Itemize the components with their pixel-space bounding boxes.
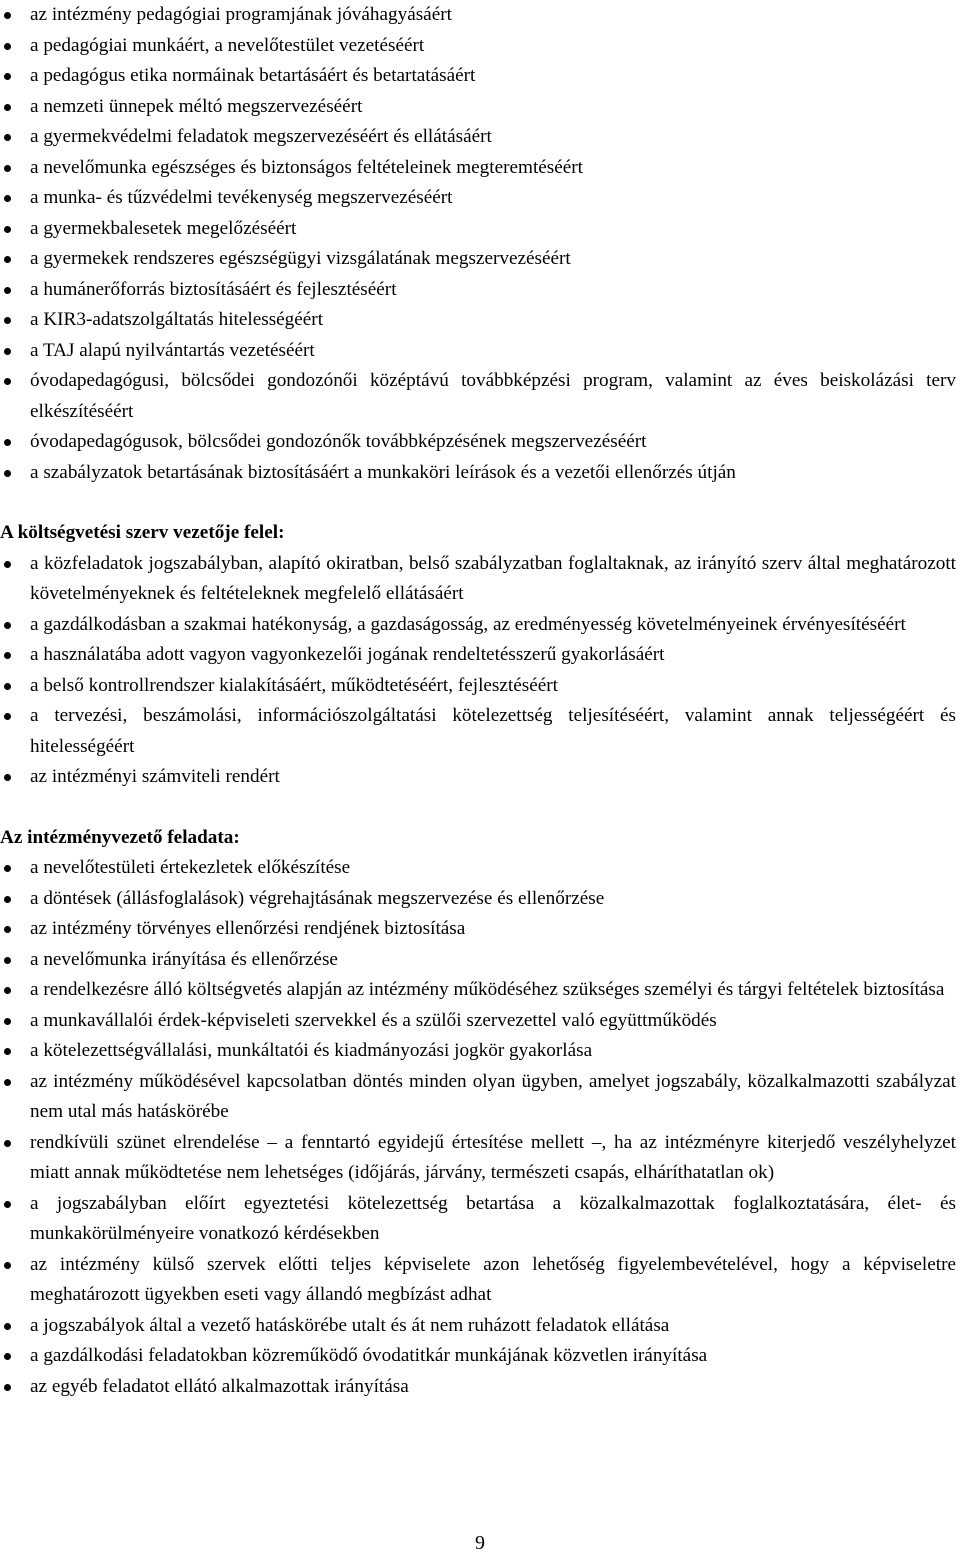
list-item: a szabályzatok betartásának biztosításáért a munkaköri leírások és a vezetői ellenőrzés útján [0,458,960,489]
list-item: a jogszabályok által a vezető hatáskörébe utalt és át nem ruházott feladatok ellátása [0,1311,960,1342]
list-item: a gyermekek rendszeres egészségügyi vizsgálatának megszervezéséért [0,244,960,275]
list-item: az intézmény törvényes ellenőrzési rendjének biztosítása [0,914,960,945]
list-item: óvodapedagógusi, bölcsődei gondozónői középtávú továbbképzési program, valamint az éves beiskolázási terv elkészítéséért [0,366,960,427]
list-item: a kötelezettségvállalási, munkáltatói és kiadmányozási jogkör gyakorlása [0,1036,960,1067]
section-heading-budget-head: A költségvetési szerv vezetője felel: [0,522,285,543]
list-item: a nevelőmunka irányítása és ellenőrzése [0,945,960,976]
list-item: a gyermekvédelmi feladatok megszervezéséért és ellátásáért [0,122,960,153]
list-item: a gazdálkodási feladatokban közreműködő óvodatitkár munkájának közvetlen irányítása [0,1341,960,1372]
list-item: a döntések (állásfoglalások) végrehajtásának megszervezése és ellenőrzése [0,884,960,915]
list-item: rendkívüli szünet elrendelése – a fenntartó egyidejű értesítése mellett –, ha az intézményre kiterjedő veszélyhelyzet miatt annak működtetése nem lehetséges (időjárás, járvány, természeti csapás, elháríthatatlan ok) [0,1128,960,1189]
budget-head-duties-list [0,549,960,793]
list-item: az intézmény pedagógiai programjának jóváhagyásáért [0,0,960,31]
list-item: a tervezési, beszámolási, információszolgáltatási kötelezettség teljesítéséért, valamint annak teljességéért és hitelességéért [0,701,960,762]
list-item: a jogszabályban előírt egyeztetési kötelezettség betartása a közalkalmazottak foglalkoztatására, élet- és munkakörülményeire vonatkozó kérdésekben [0,1189,960,1250]
list-item: a pedagógiai munkáért, a nevelőtestület vezetéséért [0,31,960,62]
list-item: a belső kontrollrendszer kialakításáért, működtetéséért, fejlesztéséért [0,671,960,702]
list-item: a közfeladatok jogszabályban, alapító okiratban, belső szabályzatban foglaltaknak, az irányító szerv által meghatározott követelményeknek és feltételeknek megfelelő ellátásáért [0,549,960,610]
list-item: a munka- és tűzvédelmi tevékenység megszervezéséért [0,183,960,214]
list-item: a rendelkezésre álló költségvetés alapján az intézmény működéséhez szükséges személyi és tárgyi feltételek biztosítása [0,975,960,1006]
list-item: az intézmény külső szervek előtti teljes képviselete azon lehetőség figyelembevételével, hogy a képviseletre meghatározott ügyekben eseti vagy állandó megbízást adhat [0,1250,960,1311]
list-item: a nevelőtestületi értekezletek előkészítése [0,853,960,884]
list-item: a gazdálkodásban a szakmai hatékonyság, a gazdaságosság, az eredményesség követelményeinek érvényesítéséért [0,610,960,641]
list-item: az intézmény működésével kapcsolatban döntés minden olyan ügyben, amelyet jogszabály, közalkalmazotti szabályzat nem utal más hatáskörébe [0,1067,960,1128]
list-item: a humánerőforrás biztosításáért és fejlesztéséért [0,275,960,306]
director-tasks-list [0,853,960,1402]
list-item: a munkavállalói érdek-képviseleti szervekkel és a szülői szervezettel való együttműködés [0,1006,960,1037]
list-item: óvodapedagógusok, bölcsődei gondozónők továbbképzésének megszervezéséért [0,427,960,458]
list-item: az intézményi számviteli rendért [0,762,960,793]
list-item: az egyéb feladatot ellátó alkalmazottak irányítása [0,1372,960,1403]
list-item: a nevelőmunka egészséges és biztonságos feltételeinek megteremtéséért [0,153,960,184]
page-number: 9 [475,1532,485,1554]
list-item: a pedagógus etika normáinak betartásáért és betartatásáért [0,61,960,92]
list-item: a nemzeti ünnepek méltó megszervezéséért [0,92,960,123]
list-item: a használatába adott vagyon vagyonkezelői jogának rendeltetésszerű gyakorlásáért [0,640,960,671]
section-heading-director-tasks: Az intézményvezető feladata: [0,826,240,848]
list-item: a KIR3-adatszolgáltatás hitelességéért [0,305,960,336]
list-item: a gyermekbalesetek megelőzéséért [0,214,960,245]
list-item: a TAJ alapú nyilvántartás vezetéséért [0,336,960,367]
responsibility-list [0,0,960,488]
